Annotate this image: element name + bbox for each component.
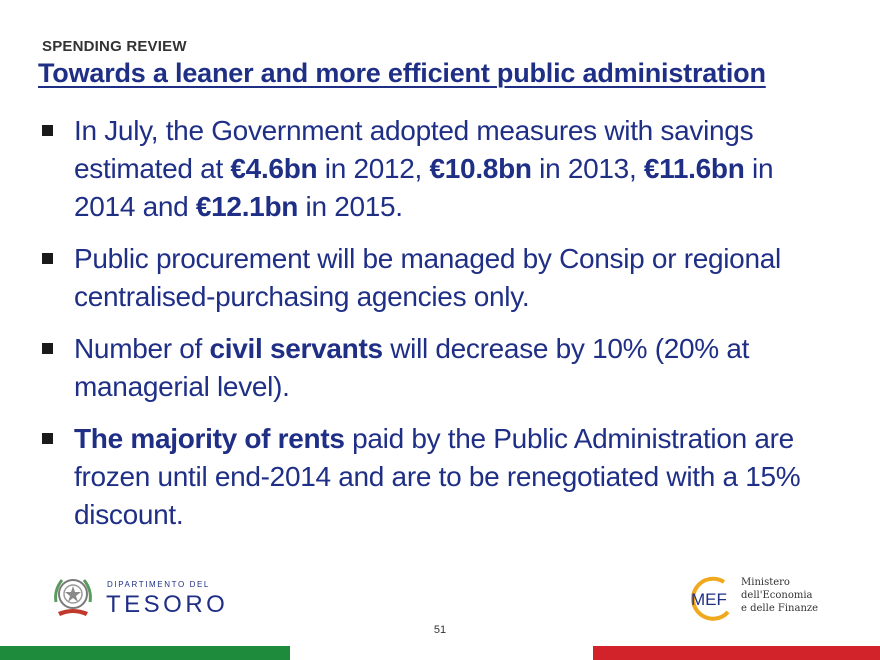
flag-band-red [593, 646, 880, 660]
bullet-text: will decrease by 10% (20% at managerial level). [74, 333, 750, 402]
bullet-text: Public procurement will be managed by Consip or regional centralised-purchasing agencies only. [74, 243, 781, 312]
bullet-text: in 2013, [531, 153, 644, 184]
bullet-emphasis: civil servants [209, 333, 383, 364]
mef-ministry-name [741, 576, 818, 615]
bullet-emphasis: €10.8bn [429, 153, 532, 184]
page-number: 51 [433, 624, 447, 636]
bullet-emphasis: €12.1bn [195, 191, 299, 222]
bullet-emphasis: €11.6bn [643, 153, 745, 184]
bullet-item [40, 330, 830, 406]
mef-line: e delle Finanze [741, 603, 819, 614]
section-kicker: SPENDING REVIEW [42, 38, 187, 55]
mef-line: Ministero [741, 577, 790, 588]
tesoro-logo-text: TESORO [106, 591, 229, 618]
bullet-emphasis: The majority of rents [74, 423, 345, 454]
mef-logo-icon [688, 574, 736, 622]
mef-line: dell'Economia [741, 590, 813, 601]
slide-title: Towards a leaner and more efficient public administration [38, 58, 766, 88]
bullet-emphasis: €4.6bn [230, 153, 318, 184]
bullet-text: in 2014 and [74, 153, 774, 222]
square-bullet-icon [42, 125, 53, 136]
bullet-text: paid by the Public Administration are frozen until end-2014 and are to be renegotiated with a 15% discount. [74, 423, 801, 530]
square-bullet-icon [42, 433, 53, 444]
tesoro-department-label: DIPARTIMENTO DEL [107, 580, 210, 589]
square-bullet-icon [42, 343, 53, 354]
bullet-list [40, 112, 830, 548]
square-bullet-icon [42, 253, 53, 264]
mef-mark-text: MEF [691, 590, 727, 609]
flag-band-green [0, 646, 290, 660]
bullet-item [40, 420, 830, 534]
bullet-text: in 2012, [317, 153, 430, 184]
bullet-item [40, 112, 830, 226]
bullet-item [40, 240, 830, 316]
bullet-text: in 2015. [298, 191, 403, 222]
italian-emblem-icon [50, 572, 96, 620]
bullet-text: In July, the Government adopted measures with savings estimated at [74, 115, 754, 184]
bullet-text: Number of [74, 333, 210, 364]
